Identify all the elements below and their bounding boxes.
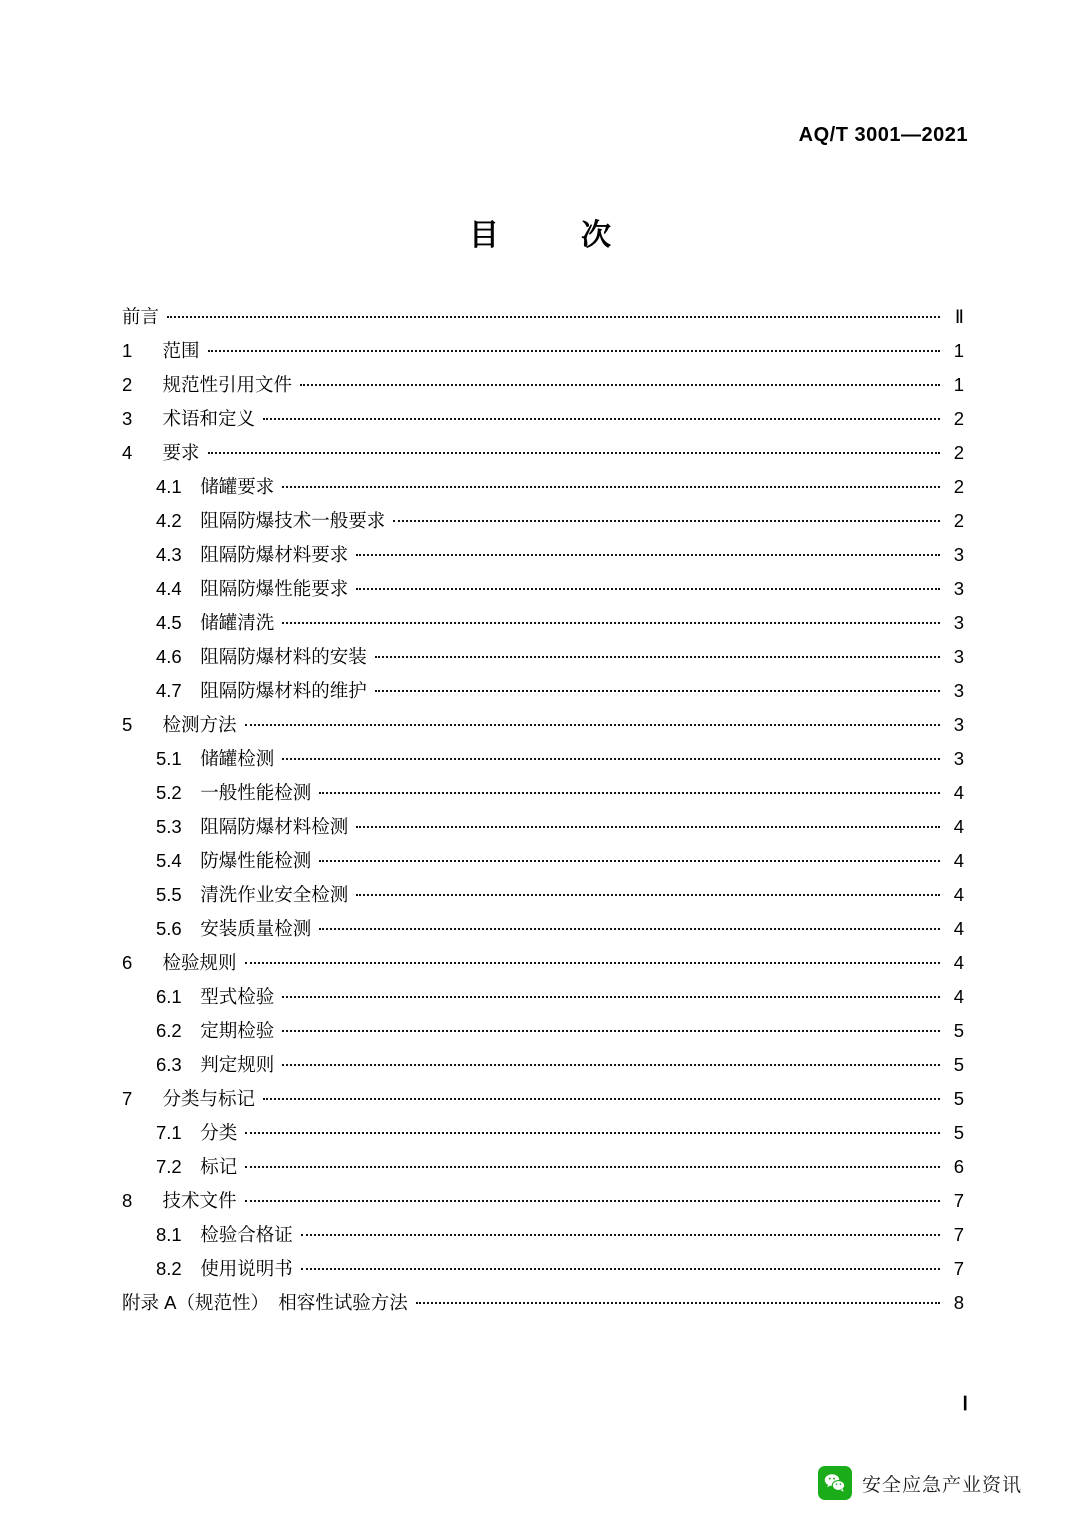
toc-entry-page: 5 — [953, 1088, 964, 1109]
toc-entry-label — [156, 674, 367, 708]
toc-entry-number: 6.2 — [156, 1020, 182, 1041]
toc-entry-page: 2 — [953, 442, 964, 463]
toc-entry-page: 8 — [953, 1292, 964, 1313]
toc-leader-dots — [375, 656, 940, 658]
toc-entry-title: 检测方法 — [162, 714, 237, 735]
toc-entry-page: 7 — [953, 1258, 964, 1279]
toc-entry[interactable] — [122, 572, 964, 606]
toc-entry-title: 规范性引用文件 — [162, 374, 293, 395]
toc-entry[interactable] — [122, 300, 964, 334]
toc-entry-number: 8.2 — [156, 1258, 182, 1279]
toc-entry[interactable] — [122, 946, 964, 980]
toc-entry-label — [156, 844, 311, 878]
toc-entry-page: 2 — [953, 408, 964, 429]
toc-entry-page: 4 — [953, 816, 964, 837]
toc-entry[interactable] — [122, 742, 964, 776]
toc-entry-label — [156, 1116, 237, 1150]
toc-entry-number: 6.3 — [156, 1054, 182, 1075]
toc-entry-label — [122, 436, 200, 470]
toc-entry-page: 2 — [953, 476, 964, 497]
toc-leader-dots — [208, 350, 940, 352]
watermark-badge — [808, 1460, 1032, 1506]
toc-entry-label — [122, 368, 292, 402]
toc-entry-number: 7.1 — [156, 1122, 182, 1143]
toc-entry[interactable] — [122, 402, 964, 436]
toc-entry[interactable] — [122, 912, 964, 946]
toc-entry-title: 使用说明书 — [200, 1258, 293, 1279]
toc-entry-number: 5.1 — [156, 748, 182, 769]
toc-entry-number: 2 — [122, 374, 133, 395]
toc-entry[interactable] — [122, 538, 964, 572]
toc-leader-dots — [245, 1166, 940, 1168]
toc-entry-number: 5.6 — [156, 918, 182, 939]
toc-entry-label — [122, 708, 237, 742]
toc-entry-title: 型式检验 — [200, 986, 275, 1007]
toc-entry[interactable] — [122, 1116, 964, 1150]
page-title: 目 次 — [469, 219, 637, 252]
toc-entry-page: 5 — [953, 1020, 964, 1041]
toc-entry[interactable] — [122, 844, 964, 878]
toc-entry-page: 4 — [953, 952, 964, 973]
toc-leader-dots — [319, 792, 940, 794]
toc-leader-dots — [356, 554, 940, 556]
toc-entry-label — [156, 776, 311, 810]
toc-entry[interactable] — [122, 878, 964, 912]
toc-entry[interactable] — [122, 606, 964, 640]
toc-leader-dots — [319, 928, 940, 930]
toc-entry-page: 4 — [953, 850, 964, 871]
toc-leader-dots — [282, 758, 940, 760]
toc-entry-label — [156, 1150, 237, 1184]
toc-entry-title: 一般性能检测 — [200, 782, 312, 803]
toc-entry-number: 6 — [122, 952, 133, 973]
toc-entry-title: 术语和定义 — [162, 408, 256, 429]
toc-entry-number: 5.3 — [156, 816, 182, 837]
toc-entry-page: 5 — [953, 1122, 964, 1143]
toc-entry-label — [156, 1218, 293, 1252]
toc-entry-number: 4.4 — [156, 578, 182, 599]
toc-entry[interactable] — [122, 1082, 964, 1116]
toc-entry-label — [122, 402, 255, 436]
toc-entry[interactable] — [122, 436, 964, 470]
toc-entry-page: 7 — [953, 1224, 964, 1245]
toc-leader-dots — [416, 1302, 940, 1304]
toc-entry-page: 1 — [953, 374, 964, 395]
toc-leader-dots — [282, 622, 940, 624]
toc-entry[interactable] — [122, 1014, 964, 1048]
toc-entry[interactable] — [122, 1150, 964, 1184]
toc-leader-dots — [245, 724, 940, 726]
toc-entry-title: 要求 — [162, 442, 200, 463]
wechat-icon — [818, 1466, 852, 1500]
toc-entry-title: 范围 — [162, 340, 200, 361]
toc-entry-number: 5.2 — [156, 782, 182, 803]
toc-leader-dots — [300, 384, 940, 386]
table-of-contents — [122, 300, 964, 1320]
toc-entry-title: 附录 A（规范性） 相容性试验方法 — [122, 1292, 408, 1313]
toc-entry-number: 5 — [122, 714, 133, 735]
toc-entry-number: 3 — [122, 408, 133, 429]
toc-entry-number: 4.5 — [156, 612, 182, 633]
toc-entry-number: 8 — [122, 1190, 133, 1211]
toc-entry-label — [156, 606, 274, 640]
toc-entry-page: 5 — [953, 1054, 964, 1075]
toc-entry-number: 5.4 — [156, 850, 182, 871]
toc-entry-number: 6.1 — [156, 986, 182, 1007]
toc-leader-dots — [301, 1234, 940, 1236]
toc-entry-label — [122, 1082, 255, 1116]
toc-entry-number: 1 — [122, 340, 133, 361]
toc-entry-title: 阻隔防爆材料的安装 — [200, 646, 367, 667]
toc-entry-title: 技术文件 — [162, 1190, 237, 1211]
toc-entry-label — [122, 946, 237, 980]
toc-entry[interactable] — [122, 810, 964, 844]
toc-entry-title: 判定规则 — [200, 1054, 275, 1075]
toc-entry-title: 储罐检测 — [200, 748, 275, 769]
toc-entry-title: 储罐清洗 — [200, 612, 275, 633]
toc-leader-dots — [245, 962, 940, 964]
toc-leader-dots — [319, 860, 940, 862]
toc-leader-dots — [282, 486, 940, 488]
toc-entry-title: 前言 — [122, 306, 160, 327]
toc-entry-label — [156, 1252, 293, 1286]
toc-entry-page: 4 — [953, 986, 964, 1007]
toc-entry-number: 4.2 — [156, 510, 182, 531]
toc-entry-title: 安装质量检测 — [200, 918, 312, 939]
toc-entry-label — [156, 470, 274, 504]
toc-entry-page: 7 — [953, 1190, 964, 1211]
toc-entry-label — [156, 742, 274, 776]
toc-entry[interactable] — [122, 504, 964, 538]
toc-leader-dots — [208, 452, 940, 454]
toc-entry-number: 7 — [122, 1088, 133, 1109]
toc-entry[interactable] — [122, 1252, 964, 1286]
toc-entry-label — [156, 912, 311, 946]
toc-entry-number: 4.3 — [156, 544, 182, 565]
toc-entry-title: 阻隔防爆材料的维护 — [200, 680, 367, 701]
toc-entry-number: 4.1 — [156, 476, 182, 497]
toc-entry-title: 标记 — [200, 1156, 238, 1177]
toc-entry-title: 防爆性能检测 — [200, 850, 312, 871]
toc-entry-page: 2 — [953, 510, 964, 531]
toc-entry-label — [122, 1184, 237, 1218]
toc-entry[interactable] — [122, 1048, 964, 1082]
toc-entry-page: 3 — [953, 714, 964, 735]
toc-entry-page: 3 — [953, 544, 964, 565]
toc-entry-title: 阻隔防爆技术一般要求 — [200, 510, 386, 531]
toc-leader-dots — [282, 1064, 940, 1066]
toc-entry[interactable] — [122, 1286, 964, 1320]
watermark-label: 安全应急产业资讯 — [861, 1474, 1022, 1496]
toc-entry-label — [156, 572, 348, 606]
toc-entry-page: 3 — [953, 612, 964, 633]
toc-entry-title: 检验合格证 — [200, 1224, 293, 1245]
toc-leader-dots — [167, 316, 940, 318]
toc-entry-page: 4 — [953, 782, 964, 803]
toc-entry[interactable] — [122, 368, 964, 402]
toc-entry-title: 阻隔防爆性能要求 — [200, 578, 349, 599]
toc-leader-dots — [282, 1030, 940, 1032]
toc-entry-label — [156, 538, 348, 572]
toc-entry-label — [122, 300, 159, 334]
toc-entry-label — [156, 980, 274, 1014]
toc-entry-number: 8.1 — [156, 1224, 182, 1245]
toc-entry-title: 分类 — [200, 1122, 238, 1143]
toc-leader-dots — [263, 418, 940, 420]
toc-leader-dots — [245, 1132, 940, 1134]
toc-entry[interactable] — [122, 640, 964, 674]
toc-leader-dots — [245, 1200, 940, 1202]
toc-entry-page: 3 — [953, 578, 964, 599]
toc-leader-dots — [393, 520, 940, 522]
toc-entry-page: 1 — [953, 340, 964, 361]
toc-entry[interactable] — [122, 1218, 964, 1252]
toc-entry-page: 4 — [953, 884, 964, 905]
toc-entry-page: Ⅱ — [954, 306, 964, 327]
toc-leader-dots — [356, 894, 940, 896]
toc-entry-page: 3 — [953, 748, 964, 769]
toc-entry-title: 储罐要求 — [200, 476, 275, 497]
toc-entry-page: 3 — [953, 646, 964, 667]
toc-entry-number: 4.7 — [156, 680, 182, 701]
toc-entry[interactable] — [122, 334, 964, 368]
toc-leader-dots — [301, 1268, 940, 1270]
toc-entry[interactable] — [122, 470, 964, 504]
toc-entry-label — [156, 504, 385, 538]
toc-leader-dots — [356, 826, 940, 828]
toc-entry-title: 清洗作业安全检测 — [200, 884, 349, 905]
toc-entry-number: 5.5 — [156, 884, 182, 905]
toc-entry-title: 阻隔防爆材料检测 — [200, 816, 349, 837]
toc-leader-dots — [282, 996, 940, 998]
toc-entry[interactable] — [122, 776, 964, 810]
toc-entry-label — [156, 1014, 274, 1048]
toc-entry-label — [156, 640, 367, 674]
toc-entry-label — [156, 810, 348, 844]
toc-entry-title: 分类与标记 — [162, 1088, 256, 1109]
toc-entry-title: 定期检验 — [200, 1020, 275, 1041]
toc-entry-number: 7.2 — [156, 1156, 182, 1177]
toc-entry-title: 阻隔防爆材料要求 — [200, 544, 349, 565]
toc-entry-page: 4 — [953, 918, 964, 939]
page-number: Ⅰ — [962, 1394, 968, 1415]
toc-entry-label — [156, 878, 348, 912]
toc-entry[interactable] — [122, 1184, 964, 1218]
toc-entry-label — [122, 1286, 408, 1320]
toc-entry[interactable] — [122, 980, 964, 1014]
toc-entry-label — [156, 1048, 274, 1082]
toc-entry[interactable] — [122, 674, 964, 708]
toc-leader-dots — [375, 690, 940, 692]
toc-entry-page: 6 — [953, 1156, 964, 1177]
standard-number: AQ/T 3001—2021 — [798, 124, 968, 146]
toc-leader-dots — [263, 1098, 940, 1100]
toc-leader-dots — [356, 588, 940, 590]
toc-entry-number: 4.6 — [156, 646, 182, 667]
toc-entry-number: 4 — [122, 442, 133, 463]
toc-entry-page: 3 — [953, 680, 964, 701]
toc-entry-title: 检验规则 — [162, 952, 237, 973]
toc-entry[interactable] — [122, 708, 964, 742]
toc-entry-label — [122, 334, 200, 368]
